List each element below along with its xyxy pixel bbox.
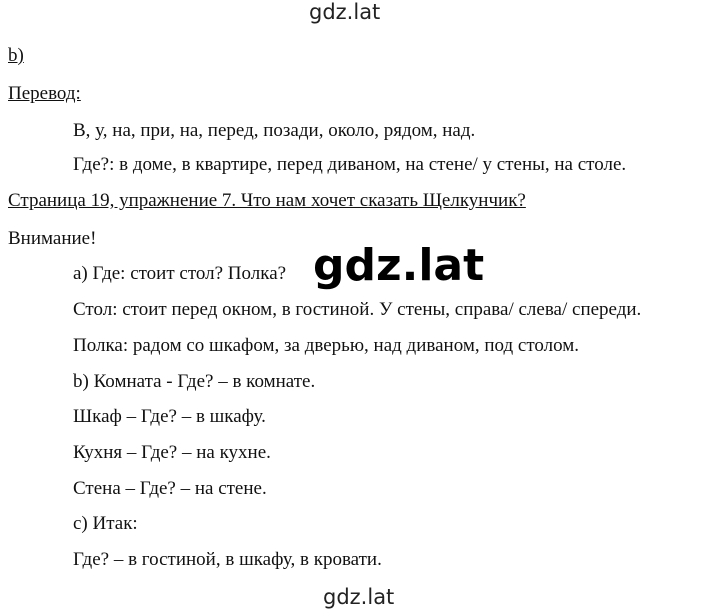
item-c: c) Итак: <box>73 513 138 534</box>
translation-line-1: В, у, на, при, на, перед, позади, около, рядом, над. <box>73 120 476 141</box>
stol-line: Стол: стоит перед окном, в гостиной. У стены, справа/ слева/ спереди. <box>73 299 642 320</box>
part-b-label: b) <box>8 45 24 66</box>
watermark-bottom: gdz.lat <box>323 585 395 609</box>
exercise-heading: Страница 19, упражнение 7. Что нам хочет сказать Щелкунчик? <box>8 190 526 211</box>
item-a: а) Где: стоит стол? Полка? <box>73 263 287 284</box>
kukhnya-line: Кухня – Где? – на кухне. <box>73 442 271 463</box>
stena-line: Стена – Где? – на стене. <box>73 478 267 499</box>
summary-line: Где? – в гостиной, в шкафу, в кровати. <box>73 549 382 570</box>
item-b: b) Комната - Где? – в комнате. <box>73 371 316 392</box>
watermark-top: gdz.lat <box>309 0 381 24</box>
translation-line-2: Где?: в доме, в квартире, перед диваном, на стене/ у стены, на столе. <box>73 154 627 175</box>
attention-text: Внимание! <box>8 228 97 249</box>
shkaf-line: Шкаф – Где? – в шкафу. <box>73 406 266 427</box>
polka-line: Полка: радом со шкафом, за дверью, над диваном, под столом. <box>73 335 580 356</box>
translation-heading: Перевод: <box>8 83 81 104</box>
watermark-middle: gdz.lat <box>313 240 485 291</box>
